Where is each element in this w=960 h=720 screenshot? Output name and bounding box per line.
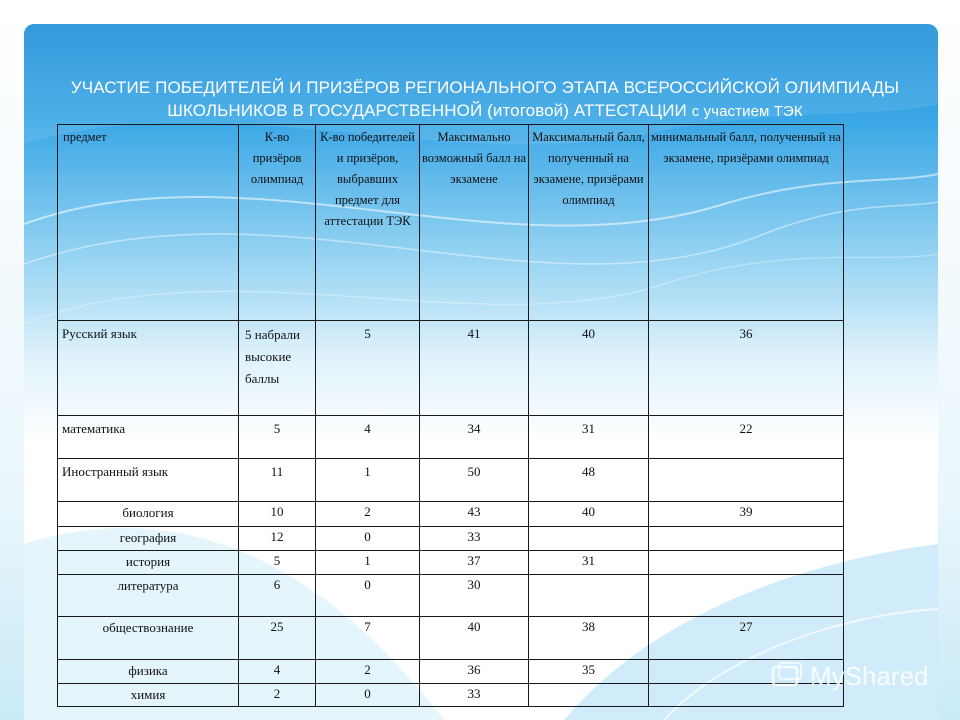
row-chose: 4 <box>316 416 420 459</box>
table-row <box>58 416 844 459</box>
row-prizewinners: 10 <box>239 502 316 527</box>
row-min-received <box>649 459 844 502</box>
row-max-possible: 36 <box>420 660 529 684</box>
table-row <box>58 660 844 684</box>
title-line-1: УЧАСТИЕ ПОБЕДИТЕЛЕЙ И ПРИЗЁРОВ РЕГИОНАЛЬНОГО ЭТАПА ВСЕРОССИЙСКОЙ ОЛИМПИАДЫ <box>70 78 900 97</box>
row-subject: Иностранный язык <box>58 459 239 502</box>
row-max-received: 31 <box>529 551 649 575</box>
table-row <box>58 321 844 416</box>
header-max-received: Максимальный балл, полученный на экзамене, призёрами олимпиад <box>529 125 649 321</box>
row-subject: обществознание <box>58 617 239 660</box>
row-max-possible: 30 <box>420 575 529 617</box>
header-chose: К-во победителей и призёров, выбравших предмет для аттестации ТЭК <box>316 125 420 321</box>
row-max-possible: 37 <box>420 551 529 575</box>
row-prizewinners: 5 набрали высокие баллы <box>239 321 316 416</box>
table-row <box>58 459 844 502</box>
title-line-2 <box>60 99 910 123</box>
title-line-2-small: с участием ТЭК <box>691 103 803 120</box>
row-max-possible: 33 <box>420 684 529 707</box>
row-chose: 0 <box>316 527 420 551</box>
row-max-possible: 43 <box>420 502 529 527</box>
table-row <box>58 617 844 660</box>
row-prizewinners: 5 <box>239 416 316 459</box>
row-subject: история <box>58 551 239 575</box>
row-subject: литература <box>58 575 239 617</box>
row-chose: 0 <box>316 575 420 617</box>
row-chose: 2 <box>316 502 420 527</box>
header-subject: предмет <box>58 125 239 321</box>
table-row <box>58 575 844 617</box>
row-max-possible: 34 <box>420 416 529 459</box>
title-line-2-main: ШКОЛЬНИКОВ В ГОСУДАРСТВЕННОЙ (итоговой) АТТЕСТАЦИИ <box>167 101 687 120</box>
row-subject: география <box>58 527 239 551</box>
row-subject: Русский язык <box>58 321 239 416</box>
row-max-received: 38 <box>529 617 649 660</box>
row-max-possible: 40 <box>420 617 529 660</box>
row-min-received: 36 <box>649 321 844 416</box>
header-prizewinners: К-во призёров олимпиад <box>239 125 316 321</box>
header-max-possible: Максимально возможный балл на экзамене <box>420 125 529 321</box>
row-max-received <box>529 527 649 551</box>
row-chose: 1 <box>316 459 420 502</box>
row-max-received: 31 <box>529 416 649 459</box>
row-min-received <box>649 527 844 551</box>
table-row <box>58 527 844 551</box>
row-min-received <box>649 575 844 617</box>
row-max-received <box>529 575 649 617</box>
row-max-received: 40 <box>529 502 649 527</box>
table-row <box>58 551 844 575</box>
row-max-possible: 41 <box>420 321 529 416</box>
row-prizewinners: 2 <box>239 684 316 707</box>
row-chose: 2 <box>316 660 420 684</box>
row-min-received: 39 <box>649 502 844 527</box>
row-prizewinners: 12 <box>239 527 316 551</box>
row-prizewinners: 5 <box>239 551 316 575</box>
row-subject: биология <box>58 502 239 527</box>
row-prizewinners: 11 <box>239 459 316 502</box>
row-chose: 0 <box>316 684 420 707</box>
results-table <box>57 124 844 707</box>
row-subject: физика <box>58 660 239 684</box>
row-chose: 5 <box>316 321 420 416</box>
row-max-received: 35 <box>529 660 649 684</box>
myshared-logo-icon <box>770 659 804 693</box>
row-prizewinners: 4 <box>239 660 316 684</box>
row-subject: химия <box>58 684 239 707</box>
table-row <box>58 684 844 707</box>
row-min-received: 22 <box>649 416 844 459</box>
slide-title <box>60 76 910 123</box>
row-prizewinners: 25 <box>239 617 316 660</box>
header-min-received: минимальный балл, полученный на экзамене, призёрами олимпиад <box>649 125 844 321</box>
row-max-possible: 50 <box>420 459 529 502</box>
table-row <box>58 502 844 527</box>
table-header-row <box>58 125 844 321</box>
row-max-received: 48 <box>529 459 649 502</box>
row-max-received <box>529 684 649 707</box>
row-min-received <box>649 551 844 575</box>
row-max-possible: 33 <box>420 527 529 551</box>
row-chose: 1 <box>316 551 420 575</box>
watermark <box>770 656 950 696</box>
row-subject: математика <box>58 416 239 459</box>
row-prizewinners: 6 <box>239 575 316 617</box>
row-chose: 7 <box>316 617 420 660</box>
watermark-text: MyShared <box>810 660 929 691</box>
row-min-received: 27 <box>649 617 844 660</box>
row-max-received: 40 <box>529 321 649 416</box>
